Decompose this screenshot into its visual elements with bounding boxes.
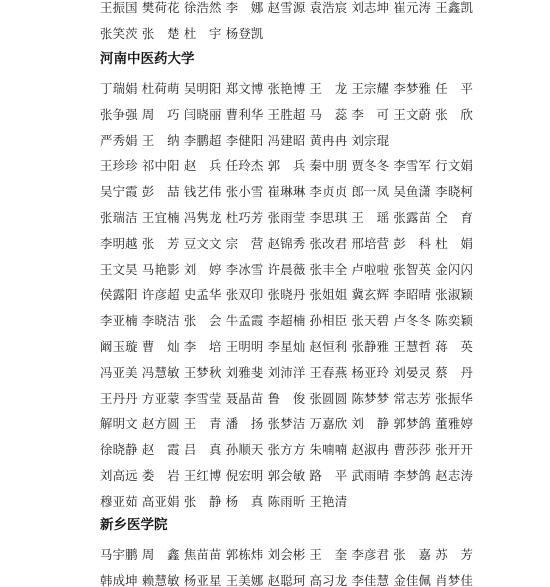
name-row: 张瑞洁 王宜楠 冯隽龙 杜巧芳 张雨莹 李思琪 王 瑶 张露苗 仝 育 [100, 209, 474, 225]
name-row: 阚玉璇 曹 灿 李 培 王明明 李星灿 赵恒利 张静雅 王慧哲 蒋 英 [100, 338, 474, 354]
name-row: 解明文 赵方圆 王 青 潘 扬 张梦洁 万嘉欣 刘 静 郭梦鸽 董雅婷 [100, 416, 474, 432]
name-row: 张笑茨 张 楚 杜 宇 杨登凯 [100, 25, 264, 41]
name-row: 王珍珍 祁中阳 赵 兵 任玲杰 郭 兵 秦中朋 贾冬冬 李雪军 行文娟 [100, 158, 474, 174]
name-row: 王振国 樊荷花 徐浩然 李 娜 赵雪源 袁浩宸 刘志坤 崔元涛 王鑫凯 [100, 0, 474, 15]
name-row: 穆亚茹 高亚娟 张 静 杨 真 陈雨昕 王艳清 [100, 493, 348, 509]
name-row: 李明越 张 芳 豆文文 宗 营 赵锦秀 张改君 邢培营 彭 科 杜 娟 [100, 235, 474, 251]
name-list-continued [100, 0, 545, 47]
section-xinxiang-medical-university [100, 508, 545, 587]
name-row: 王文昊 马艳影 刘 婷 李冰雪 许晨薇 张丰全 卢啦啦 张智英 金闪闪 [100, 261, 474, 277]
name-row: 张争强 周 巧 闫晓丽 曹利华 王胜超 马 蕊 李 可 王文蔚 张 欣 [100, 106, 474, 122]
name-row: 刘高远 娄 岩 王红博 倪宏明 郭会敏 路 平 武雨晴 李梦鸽 赵志涛 [100, 467, 474, 483]
name-row: 徐晓静 赵 霞 吕 真 孙顺天 张方方 朱喃喃 赵淑冉 曹莎莎 张开开 [100, 442, 474, 458]
section-heading: 河南中医药大学 [100, 51, 195, 67]
name-row: 丁瑞娟 杜荷萌 吴明阳 郑文博 张艳博 王 龙 王宗耀 李梦雅 任 平 [100, 81, 474, 96]
name-row: 李亚楠 李晓洁 张 会 牛孟霞 李超楠 孙相臣 张天碧 卢冬冬 陈奕颖 [100, 313, 474, 329]
name-row: 侯露阳 许彦超 史孟华 张双印 张晓丹 张姐姐 冀玄辉 李昭晴 张淑颖 [100, 287, 474, 303]
name-row: 马宇鹏 周 鑫 焦苗苗 郭栋炜 刘会彬 王 奎 李彦君 张 嘉 苏 芳 [100, 547, 474, 562]
section-henan-tcm-university [100, 42, 545, 515]
name-row: 韩成坤 赖慧敏 杨亚星 王美娜 赵聪珂 高习龙 李佳慧 金佳佩 肖梦佳 [100, 572, 474, 587]
section-heading: 新乡医学院 [100, 517, 168, 533]
name-row: 吴宁霞 彭 喆 钱艺伟 张小雪 崔琳琳 李贞贞 郎一凤 吴鱼潇 李晓柯 [100, 184, 474, 200]
name-row: 王丹丹 方亚蒙 李雪莹 聂晶苗 鲁 俊 张圆圆 陈梦梦 常志芳 张振华 [100, 390, 474, 406]
name-row: 严秀娟 王 纳 李鹏超 李健阳 冯建昭 黄冉冉 刘宗琨 [100, 132, 390, 148]
name-row: 冯亚美 冯慧敏 王梦秋 刘雅斐 刘沛洋 王春燕 杨亚玲 刘晏灵 蔡 丹 [100, 364, 474, 380]
